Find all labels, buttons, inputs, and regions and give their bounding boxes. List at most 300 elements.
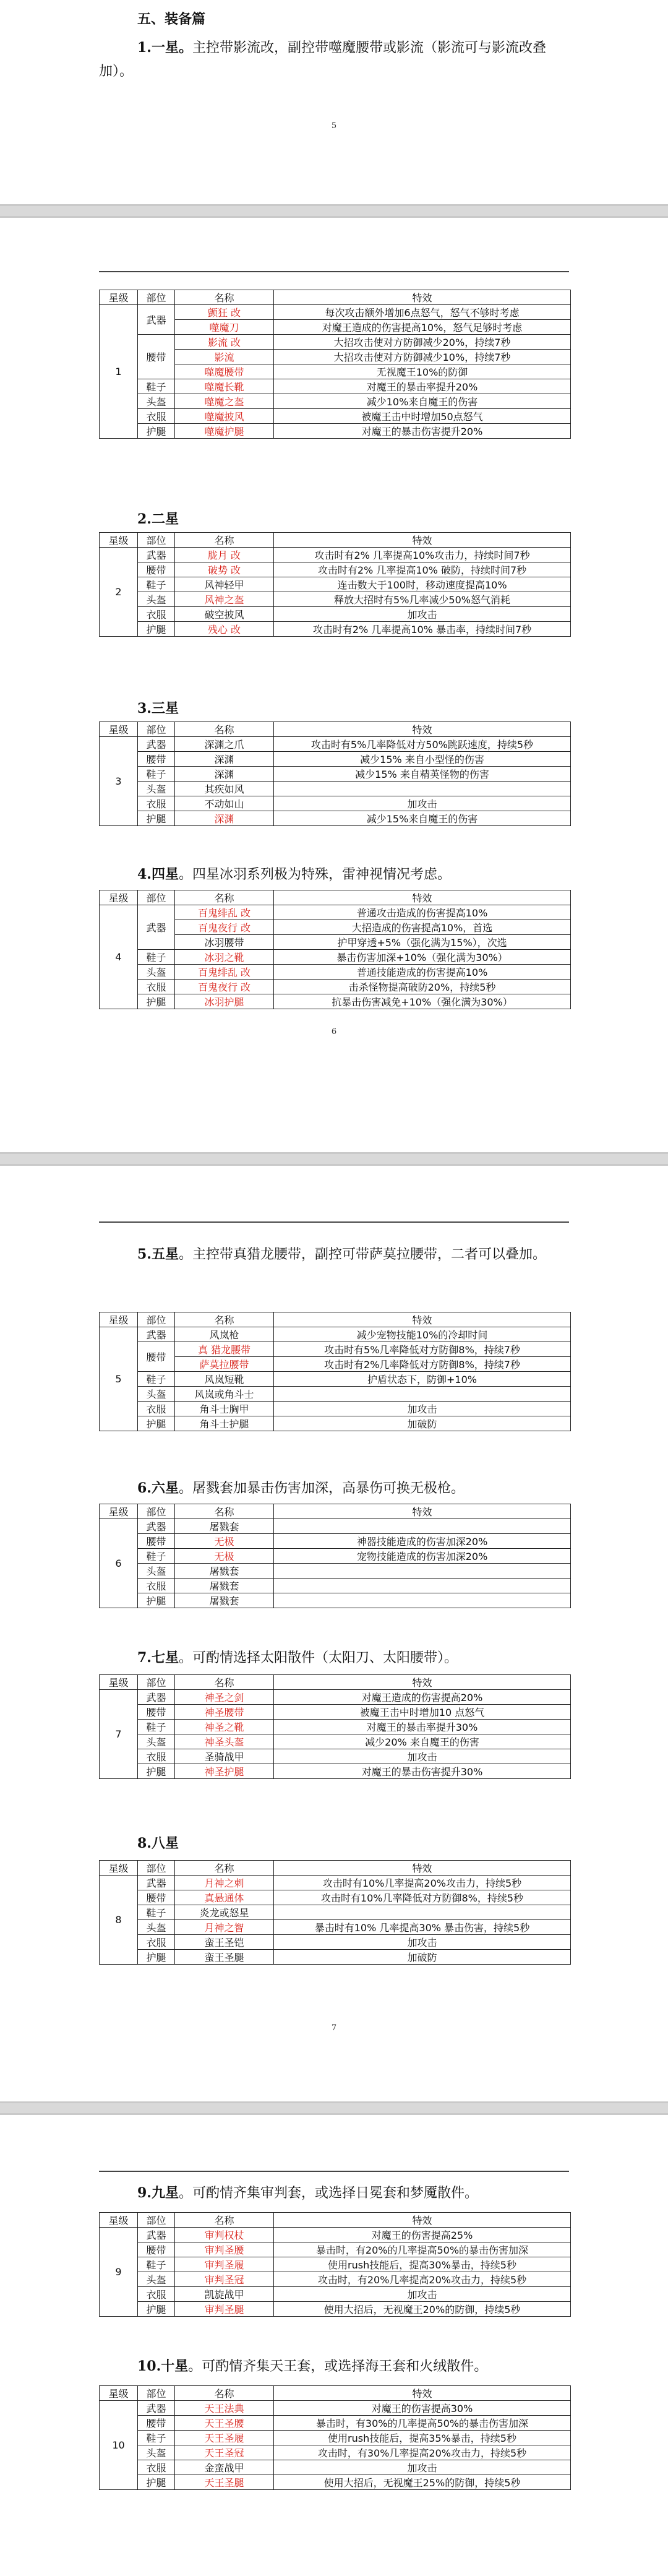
item-name-cell: 破空披风 <box>175 607 274 622</box>
effect-cell: 攻击时有2% 几率提高10%攻击力，持续时间7秒 <box>274 548 571 562</box>
part-cell: 护腿 <box>138 622 175 637</box>
effect-cell <box>274 1564 571 1579</box>
effect-cell <box>274 782 571 796</box>
part-cell: 护腿 <box>138 811 175 826</box>
part-cell: 护腿 <box>138 1593 175 1608</box>
effect-cell: 减少10%来自魔王的伤害 <box>274 394 571 409</box>
table-row <box>100 2242 571 2257</box>
table-row <box>100 782 571 796</box>
equipment-table <box>99 290 571 439</box>
section-heading <box>99 1646 563 1670</box>
table-row <box>100 1705 571 1720</box>
effect-cell: 对魔王造成的伤害提高20% <box>274 1690 571 1705</box>
item-name-cell: 噬魔腰带 <box>175 364 274 379</box>
star-level-cell: 9 <box>100 2228 138 2317</box>
part-cell: 护腿 <box>138 2475 175 2490</box>
table-row <box>100 2257 571 2272</box>
item-name-cell: 神圣腰带 <box>175 1705 274 1720</box>
table-row <box>100 737 571 752</box>
item-name-cell: 屠戮套 <box>175 1564 274 1579</box>
item-name-cell: 残心 改 <box>175 622 274 637</box>
column-header: 星级 <box>100 1504 138 1519</box>
item-name-cell: 噬魔长靴 <box>175 379 274 394</box>
item-name-cell: 神圣之靴 <box>175 1720 274 1734</box>
item-name-cell: 圣骑战甲 <box>175 1749 274 1764</box>
effect-cell: 对魔王的伤害提高30% <box>274 2401 571 2416</box>
intro-heading: 1.一星。 <box>137 40 192 56</box>
table-row <box>100 577 571 592</box>
column-header: 名称 <box>175 1861 274 1876</box>
effect-cell: 加破防 <box>274 1416 571 1431</box>
effect-cell: 减少宠物技能10%的冷却时间 <box>274 1327 571 1342</box>
part-cell: 头盔 <box>138 2445 175 2460</box>
table-row <box>100 994 571 1009</box>
effect-cell: 释放大招时有5%几率减少50%怒气消耗 <box>274 592 571 607</box>
item-name-cell: 冰羽之靴 <box>175 950 274 965</box>
effect-cell: 攻击时，有30%几率提高20%攻击力，持续5秒 <box>274 2445 571 2460</box>
part-cell: 腰带 <box>138 1534 175 1549</box>
heading-text: 。屠戮套加暴击伤害加深，高暴伤可换无极枪。 <box>178 1481 465 1496</box>
column-header: 特效 <box>274 1504 571 1519</box>
table-row <box>100 1327 571 1342</box>
heading-label: 6.六星 <box>137 1480 179 1496</box>
part-cell: 衣服 <box>138 409 175 424</box>
star-level-cell: 4 <box>100 905 138 1009</box>
part-cell: 武器 <box>138 1327 175 1342</box>
column-header: 特效 <box>274 890 571 905</box>
heading-label: 2.二星 <box>137 511 179 527</box>
effect-cell: 普通技能造成的伤害提高10% <box>274 965 571 980</box>
item-name-cell: 角斗士胸甲 <box>175 1402 274 1416</box>
table-row <box>100 409 571 424</box>
section-heading <box>99 863 563 887</box>
column-header: 特效 <box>274 2386 571 2401</box>
effect-cell: 对魔王的伤害提高25% <box>274 2228 571 2242</box>
item-name-cell: 百鬼夜行 改 <box>175 980 274 994</box>
effect-cell: 对魔王的暴击伤害提升20% <box>274 424 571 439</box>
effect-cell: 对魔王的暴击率提升30% <box>274 1720 571 1734</box>
heading-text: 。四星冰羽系列极为特殊，雷神视情况考虑。 <box>178 867 451 882</box>
effect-cell: 加攻击 <box>274 1935 571 1950</box>
part-cell: 鞋子 <box>138 767 175 782</box>
item-name-cell: 冰羽护腿 <box>175 994 274 1009</box>
section-title: 五、装备篇 <box>137 11 206 27</box>
item-name-cell: 影流 <box>175 350 274 364</box>
equipment-table <box>99 1860 571 1965</box>
table-row <box>100 1579 571 1593</box>
item-name-cell: 风神之盔 <box>175 592 274 607</box>
star-level-cell: 5 <box>100 1327 138 1431</box>
part-cell: 鞋子 <box>138 2431 175 2445</box>
effect-cell <box>274 1387 571 1402</box>
effect-cell: 加攻击 <box>274 796 571 811</box>
item-name-cell: 审判权杖 <box>175 2228 274 2242</box>
item-name-cell: 不动如山 <box>175 796 274 811</box>
table-row <box>100 2228 571 2242</box>
effect-cell: 攻击时有2% 几率提高10% 破防，持续时间7秒 <box>274 562 571 577</box>
item-name-cell: 天王圣冠 <box>175 2445 274 2460</box>
table-row <box>100 1690 571 1705</box>
column-header: 部位 <box>138 2213 175 2228</box>
effect-cell: 对魔王造成的伤害提高10%，怒气足够时考虑 <box>274 320 571 335</box>
part-cell: 衣服 <box>138 2287 175 2302</box>
part-cell: 头盔 <box>138 1387 175 1402</box>
effect-cell: 使用rush技能后，提高30%暴击，持续5秒 <box>274 2257 571 2272</box>
table-row <box>100 1905 571 1920</box>
page-separator <box>0 2101 668 2115</box>
effect-cell: 暴击伤害加深+10%（强化满为30%） <box>274 950 571 965</box>
item-name-cell: 深渊 <box>175 767 274 782</box>
part-cell: 鞋子 <box>138 950 175 965</box>
header-rule <box>99 1221 569 1223</box>
item-name-cell: 审判圣冠 <box>175 2272 274 2287</box>
column-header: 特效 <box>274 2213 571 2228</box>
effect-cell: 暴击时有10% 几率提高30% 暴击伤害，持续5秒 <box>274 1920 571 1935</box>
heading-label: 4.四星 <box>137 866 179 882</box>
effect-cell: 护盾状态下，防御+10% <box>274 1372 571 1387</box>
part-cell: 腰带 <box>138 1890 175 1905</box>
effect-cell: 暴击时，有30%的几率提高50%的暴击伤害加深 <box>274 2416 571 2431</box>
effect-cell: 减少15%来自魔王的伤害 <box>274 811 571 826</box>
item-name-cell: 屠戮套 <box>175 1593 274 1608</box>
part-cell: 衣服 <box>138 1935 175 1950</box>
star-level-cell: 8 <box>100 1876 138 1965</box>
heading-label: 5.五星 <box>137 1246 179 1262</box>
table-row <box>100 379 571 394</box>
effect-cell: 被魔王击中时增加50点怒气 <box>274 409 571 424</box>
effect-cell: 加破防 <box>274 1950 571 1965</box>
item-name-cell: 金蛮战甲 <box>175 2460 274 2475</box>
part-cell: 衣服 <box>138 2460 175 2475</box>
item-name-cell: 神圣头盔 <box>175 1734 274 1749</box>
page-5 <box>0 0 668 198</box>
table-row <box>100 905 571 920</box>
item-name-cell: 审判圣腰 <box>175 2242 274 2257</box>
intro-paragraph <box>99 36 563 84</box>
table-row <box>100 2475 571 2490</box>
effect-cell: 攻击时有2% 几率提高10% 暴击率，持续时间7秒 <box>274 622 571 637</box>
part-cell: 头盔 <box>138 1564 175 1579</box>
item-name-cell: 蛮王圣腿 <box>175 1950 274 1965</box>
equipment-table <box>99 722 571 826</box>
item-name-cell: 噬魔之盔 <box>175 394 274 409</box>
effect-cell: 暴击时，有20%的几率提高50%的暴击伤害加深 <box>274 2242 571 2257</box>
table-row <box>100 305 571 320</box>
part-cell: 头盔 <box>138 1920 175 1935</box>
section-heading <box>99 697 563 721</box>
column-header: 名称 <box>175 2213 274 2228</box>
column-header: 部位 <box>138 1312 175 1327</box>
heading-text: 。可酌情选择太阳散件（太阳刀、太阳腰带）。 <box>178 1650 458 1666</box>
item-name-cell: 百鬼绯乱 改 <box>175 905 274 920</box>
section-heading <box>99 2354 563 2379</box>
effect-cell: 每次攻击额外增加6点怒气，怒气不够时考虑 <box>274 305 571 320</box>
item-name-cell: 破势 改 <box>175 562 274 577</box>
part-cell: 衣服 <box>138 1402 175 1416</box>
table-row <box>100 607 571 622</box>
item-name-cell: 天王法典 <box>175 2401 274 2416</box>
star-level-cell: 3 <box>100 737 138 826</box>
part-cell: 护腿 <box>138 424 175 439</box>
item-name-cell: 风神轻甲 <box>175 577 274 592</box>
part-cell: 衣服 <box>138 796 175 811</box>
part-cell: 鞋子 <box>138 1905 175 1920</box>
item-name-cell: 百鬼绯乱 改 <box>175 965 274 980</box>
column-header: 星级 <box>100 2213 138 2228</box>
part-cell: 头盔 <box>138 592 175 607</box>
heading-label: 10.十星 <box>137 2358 189 2374</box>
star-level-cell: 6 <box>100 1519 138 1608</box>
heading-text: 。主控带真猎龙腰带，副控可带萨莫拉腰带，二者可以叠加。 <box>178 1247 546 1262</box>
item-name-cell: 屠戮套 <box>175 1579 274 1593</box>
heading-label: 3.三星 <box>137 700 179 717</box>
item-name-cell: 蛮王圣铠 <box>175 1935 274 1950</box>
table-row <box>100 2302 571 2317</box>
effect-cell: 攻击时有10%几率降低对方防御8%，持续5秒 <box>274 1890 571 1905</box>
effect-cell: 减少15% 来自精英怪物的伤害 <box>274 767 571 782</box>
table-row <box>100 1372 571 1387</box>
effect-cell: 加攻击 <box>274 607 571 622</box>
effect-cell: 使用大招后，无视魔王20%的防御，持续5秒 <box>274 2302 571 2317</box>
column-header: 部位 <box>138 1675 175 1690</box>
table-row <box>100 2287 571 2302</box>
table-row <box>100 1534 571 1549</box>
table-row <box>100 1519 571 1534</box>
effect-cell: 无视魔王10%的防御 <box>274 364 571 379</box>
table-row <box>100 811 571 826</box>
column-header: 名称 <box>175 890 274 905</box>
item-name-cell: 神圣护腿 <box>175 1764 274 1779</box>
section-heading <box>99 507 563 532</box>
column-header: 名称 <box>175 1675 274 1690</box>
column-header: 名称 <box>175 290 274 305</box>
page-separator <box>0 204 668 218</box>
table-row <box>100 1564 571 1579</box>
part-cell: 护腿 <box>138 994 175 1009</box>
column-header: 特效 <box>274 722 571 737</box>
effect-cell: 攻击时，有20%几率提高20%攻击力，持续5秒 <box>274 2272 571 2287</box>
table-row <box>100 1734 571 1749</box>
header-rule <box>99 271 569 272</box>
part-cell: 鞋子 <box>138 2257 175 2272</box>
effect-cell: 被魔王击中时增加10 点怒气 <box>274 1705 571 1720</box>
effect-cell <box>274 1519 571 1534</box>
star-level-cell: 2 <box>100 548 138 637</box>
equipment-table <box>99 890 571 1009</box>
item-name-cell: 深渊之爪 <box>175 737 274 752</box>
section-heading <box>99 1476 563 1501</box>
table-row <box>100 2460 571 2475</box>
star-level-cell: 7 <box>100 1690 138 1779</box>
part-cell: 腰带 <box>138 335 175 379</box>
item-name-cell: 凯旋战甲 <box>175 2287 274 2302</box>
part-cell: 武器 <box>138 2228 175 2242</box>
effect-cell: 使用rush技能后，提高35%暴击，持续5秒 <box>274 2431 571 2445</box>
part-cell: 护腿 <box>138 1950 175 1965</box>
item-name-cell: 屠戮套 <box>175 1519 274 1534</box>
part-cell: 腰带 <box>138 2416 175 2431</box>
section-heading <box>99 1832 563 1856</box>
part-cell: 护腿 <box>138 2302 175 2317</box>
part-cell: 腰带 <box>138 2242 175 2257</box>
effect-cell: 攻击时有2%几率降低对方防御8%，持续7秒 <box>274 1357 571 1372</box>
item-name-cell: 噬魔刀 <box>175 320 274 335</box>
item-name-cell: 无极 <box>175 1549 274 1564</box>
table-row <box>100 394 571 409</box>
part-cell: 头盔 <box>138 2272 175 2287</box>
heading-label: 7.七星 <box>137 1650 179 1666</box>
column-header: 特效 <box>274 290 571 305</box>
effect-cell: 加攻击 <box>274 2287 571 2302</box>
item-name-cell: 天王圣腰 <box>175 2416 274 2431</box>
item-name-cell: 月神之智 <box>175 1920 274 1935</box>
item-name-cell: 炎龙或怒星 <box>175 1905 274 1920</box>
table-row <box>100 1920 571 1935</box>
table-row <box>100 1549 571 1564</box>
table-header-row <box>100 1312 571 1327</box>
effect-cell: 护甲穿透+5%（强化满为15%），次选 <box>274 935 571 950</box>
column-header: 星级 <box>100 1312 138 1327</box>
table-row <box>100 752 571 767</box>
part-cell: 头盔 <box>138 782 175 796</box>
table-header-row <box>100 290 571 305</box>
part-cell: 头盔 <box>138 965 175 980</box>
column-header: 星级 <box>100 890 138 905</box>
part-cell: 护腿 <box>138 1764 175 1779</box>
part-cell: 武器 <box>138 1519 175 1534</box>
equipment-table <box>99 1312 571 1431</box>
column-header: 星级 <box>100 1861 138 1876</box>
equipment-table <box>99 2212 571 2317</box>
item-name-cell: 审判圣履 <box>175 2257 274 2272</box>
header-rule <box>99 2171 569 2172</box>
item-name-cell: 风岚短靴 <box>175 1372 274 1387</box>
section-heading <box>99 1243 563 1267</box>
item-name-cell: 百鬼夜行 改 <box>175 920 274 935</box>
effect-cell <box>274 1905 571 1920</box>
table-row <box>100 592 571 607</box>
item-name-cell: 颤狂 改 <box>175 305 274 320</box>
column-header: 部位 <box>138 2386 175 2401</box>
table-row <box>100 2401 571 2416</box>
section-heading <box>99 2181 563 2205</box>
part-cell: 鞋子 <box>138 1720 175 1734</box>
column-header: 部位 <box>138 533 175 548</box>
effect-cell <box>274 1579 571 1593</box>
table-row <box>100 562 571 577</box>
table-header-row <box>100 890 571 905</box>
table-header-row <box>100 1861 571 1876</box>
effect-cell: 减少20% 来自魔王的伤害 <box>274 1734 571 1749</box>
page-number: 7 <box>331 2023 337 2033</box>
item-name-cell: 胧月 改 <box>175 548 274 562</box>
effect-cell: 攻击时有5%几率降低对方防御8%，持续7秒 <box>274 1342 571 1357</box>
table-row <box>100 1402 571 1416</box>
table-row <box>100 2272 571 2287</box>
table-row <box>100 950 571 965</box>
part-cell: 衣服 <box>138 1579 175 1593</box>
heading-label: 9.九星 <box>137 2185 179 2201</box>
star-level-cell: 10 <box>100 2401 138 2490</box>
effect-cell: 加攻击 <box>274 1402 571 1416</box>
part-cell: 鞋子 <box>138 1372 175 1387</box>
table-row <box>100 796 571 811</box>
effect-cell: 神器技能造成的伤害加深20% <box>274 1534 571 1549</box>
page-number: 6 <box>331 1027 337 1036</box>
table-header-row <box>100 722 571 737</box>
table-row <box>100 1764 571 1779</box>
column-header: 部位 <box>138 722 175 737</box>
table-row <box>100 1416 571 1431</box>
part-cell: 武器 <box>138 1690 175 1705</box>
table-row <box>100 1720 571 1734</box>
item-name-cell: 无极 <box>175 1534 274 1549</box>
column-header: 星级 <box>100 533 138 548</box>
effect-cell: 对魔王的暴击伤害提升30% <box>274 1764 571 1779</box>
column-header: 名称 <box>175 2386 274 2401</box>
intro-text: 主控带影流改，副控带噬魔腰带或影流（影流可与影流改叠加）。 <box>99 40 546 79</box>
item-name-cell: 角斗士护腿 <box>175 1416 274 1431</box>
item-name-cell: 噬魔披风 <box>175 409 274 424</box>
table-row <box>100 2431 571 2445</box>
table-row <box>100 1935 571 1950</box>
effect-cell: 大招造成的伤害提高10%，首选 <box>274 920 571 935</box>
column-header: 特效 <box>274 533 571 548</box>
effect-cell <box>274 1593 571 1608</box>
table-row <box>100 335 571 350</box>
part-cell: 头盔 <box>138 1734 175 1749</box>
item-name-cell: 萨莫拉腰带 <box>175 1357 274 1372</box>
effect-cell: 抗暴击伤害减免+10%（强化满为30%） <box>274 994 571 1009</box>
item-name-cell: 审判圣腿 <box>175 2302 274 2317</box>
table-row <box>100 424 571 439</box>
item-name-cell: 噬魔护腿 <box>175 424 274 439</box>
table-row <box>100 1749 571 1764</box>
effect-cell: 攻击时有5%几率降低对方50%跳跃速度，持续5秒 <box>274 737 571 752</box>
star-level-cell: 1 <box>100 305 138 439</box>
table-header-row <box>100 533 571 548</box>
column-header: 特效 <box>274 1675 571 1690</box>
table-row <box>100 1342 571 1357</box>
equipment-table <box>99 2385 571 2490</box>
heading-label: 8.八星 <box>137 1835 179 1851</box>
part-cell: 武器 <box>138 305 175 335</box>
table-row <box>100 1950 571 1965</box>
column-header: 星级 <box>100 722 138 737</box>
column-header: 名称 <box>175 722 274 737</box>
item-name-cell: 天王圣履 <box>175 2431 274 2445</box>
effect-cell: 连击数大于100时，移动速度提高10% <box>274 577 571 592</box>
part-cell: 武器 <box>138 2401 175 2416</box>
column-header: 特效 <box>274 1861 571 1876</box>
part-cell: 腰带 <box>138 562 175 577</box>
effect-cell: 使用大招后，无视魔王25%的防御，持续5秒 <box>274 2475 571 2490</box>
column-header: 星级 <box>100 290 138 305</box>
table-row <box>100 548 571 562</box>
table-header-row <box>100 1504 571 1519</box>
effect-cell: 大招攻击使对方防御减少10%，持续7秒 <box>274 350 571 364</box>
part-cell: 头盔 <box>138 394 175 409</box>
item-name-cell: 深渊 <box>175 752 274 767</box>
table-row <box>100 1593 571 1608</box>
table-row <box>100 622 571 637</box>
table-row <box>100 1876 571 1890</box>
part-cell: 衣服 <box>138 1749 175 1764</box>
item-name-cell: 月神之刺 <box>175 1876 274 1890</box>
table-row <box>100 767 571 782</box>
page-number: 5 <box>331 121 337 131</box>
table-row <box>100 2416 571 2431</box>
